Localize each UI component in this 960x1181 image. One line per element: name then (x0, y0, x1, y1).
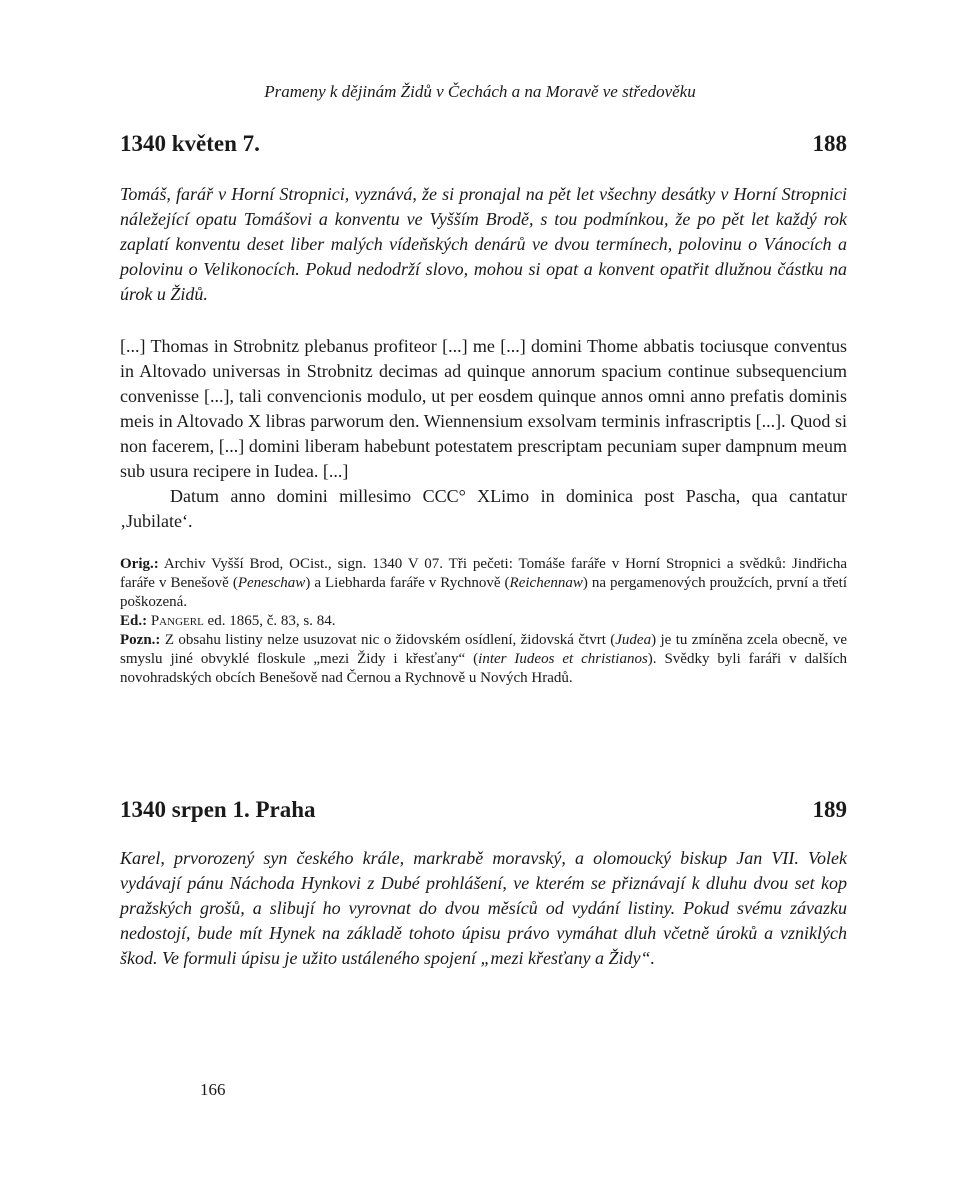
remark-note (120, 631, 847, 688)
document-188 (120, 130, 847, 688)
orig-label: Orig.: (120, 556, 159, 572)
ed-author: Pangerl (150, 613, 204, 629)
document-189 (120, 796, 847, 971)
latin-dating-paragraph: Datum anno domini millesimo CCC° XLimo in dominica post Pascha, qua cantatur ‚Jubilate‘. (120, 486, 847, 531)
ed-label: Ed.: (120, 613, 148, 629)
orig-place-1: Peneschaw (237, 575, 306, 591)
orig-text-3: ) na pergamenových proužcích, první a třetí poškozená. (120, 575, 847, 610)
regest: Karel, prvorozený syn českého krále, markrabě moravský, a olomoucký biskup Jan VII. Volek vydávají pánu Náchoda Hynkovi z Dubé prohlášení, ve kterém se přiznávají k dluhu dvou set kop pražských grošů, a slibují ho vyrovnat do dvou měsíců od vydání listiny. Pokud svému závazku nedostojí, bude mít Hynek na základě tohoto úpisu právo vymáhat dluh včetně úroků a vzniklých škod. Ve formuli úpisu je užito ustáleného spojení „mezi křesťany a Židy“. (120, 848, 847, 968)
document-date: 1340 srpen 1. Praha (120, 797, 316, 822)
pozn-text: Z obsahu listiny nelze usuzovat nic o židovském osídlení, židovská čtvrt ( (164, 632, 616, 648)
document-number: 188 (812, 131, 847, 156)
orig-text: Archiv Vyšší Brod, OCist., sign. 1340 V 07. Tři pečeti: Tomáše faráře v Horní Stropnici a svědků: Jindřicha faráře v Benešově ( (120, 556, 847, 591)
document-date: 1340 květen 7. (120, 131, 260, 156)
regest: Tomáš, farář v Horní Stropnici, vyznává, že si pronajal na pět let všechny desátky v Horní Stropnici náležející opatu Tomášovi a konventu ve Vyšším Brodě, s tou podmínkou, že po pět let každý rok zaplatí konventu deset liber malých vídeňských denárů ve dvou termínech, polovinu o Vánocích a polovinu o Velikonocích. Pokud nedodrží slovo, mohou si opat a konvent opatřit dlužnou částku na úrok u Židů. (120, 184, 847, 304)
ed-text: ed. 1865, č. 83, s. 84. (207, 613, 336, 629)
edition-note (120, 612, 847, 631)
running-head: Prameny k dějinám Židů v Čechách a na Moravě ve středověku (264, 82, 696, 101)
apparatus (120, 555, 847, 688)
pozn-term-2: inter Iudeos et christianos (478, 651, 648, 667)
document-number: 189 (812, 797, 847, 822)
orig-note (120, 555, 847, 612)
pozn-term-1: Judea (615, 632, 652, 648)
page-number: 166 (200, 1080, 226, 1099)
pozn-text-3: ). Svědky byli faráři v dalších novohradských obcích Benešově nad Černou a Rychnově u Nových Hradů. (120, 651, 847, 686)
pozn-text-2: ) je tu zmíněna zcela obecně, ve smyslu jiné obvyklé floskule „mezi Židy i křesťany“ ( (120, 632, 847, 667)
document-heading (120, 130, 847, 158)
latin-text (120, 334, 847, 534)
latin-paragraph: [...] Thomas in Strobnitz plebanus profiteor [...] me [...] domini Thome abbatis tociusque conventus in Altovado universas in Strobnitz decimas ad quinque annorum spacium continue subsequencium convenisse [...], tali convencionis modulo, ut per eosdem quinque annos omni anno prefatis dominis meis in Altovado X libras parworum den. Wiennensium exsolvam terminis infrascriptis [...]. Quod si non facerem, [...] domini liberam habebunt potestatem prescriptam pecuniam super dampnum meum sub usura recipere in Iudea. [...] (120, 336, 847, 481)
orig-text-2: ) a Liebharda faráře v Rychnově ( (305, 575, 510, 591)
orig-place-2: Reichennaw (509, 575, 583, 591)
document-heading (120, 796, 847, 824)
pozn-label: Pozn.: (120, 632, 161, 648)
